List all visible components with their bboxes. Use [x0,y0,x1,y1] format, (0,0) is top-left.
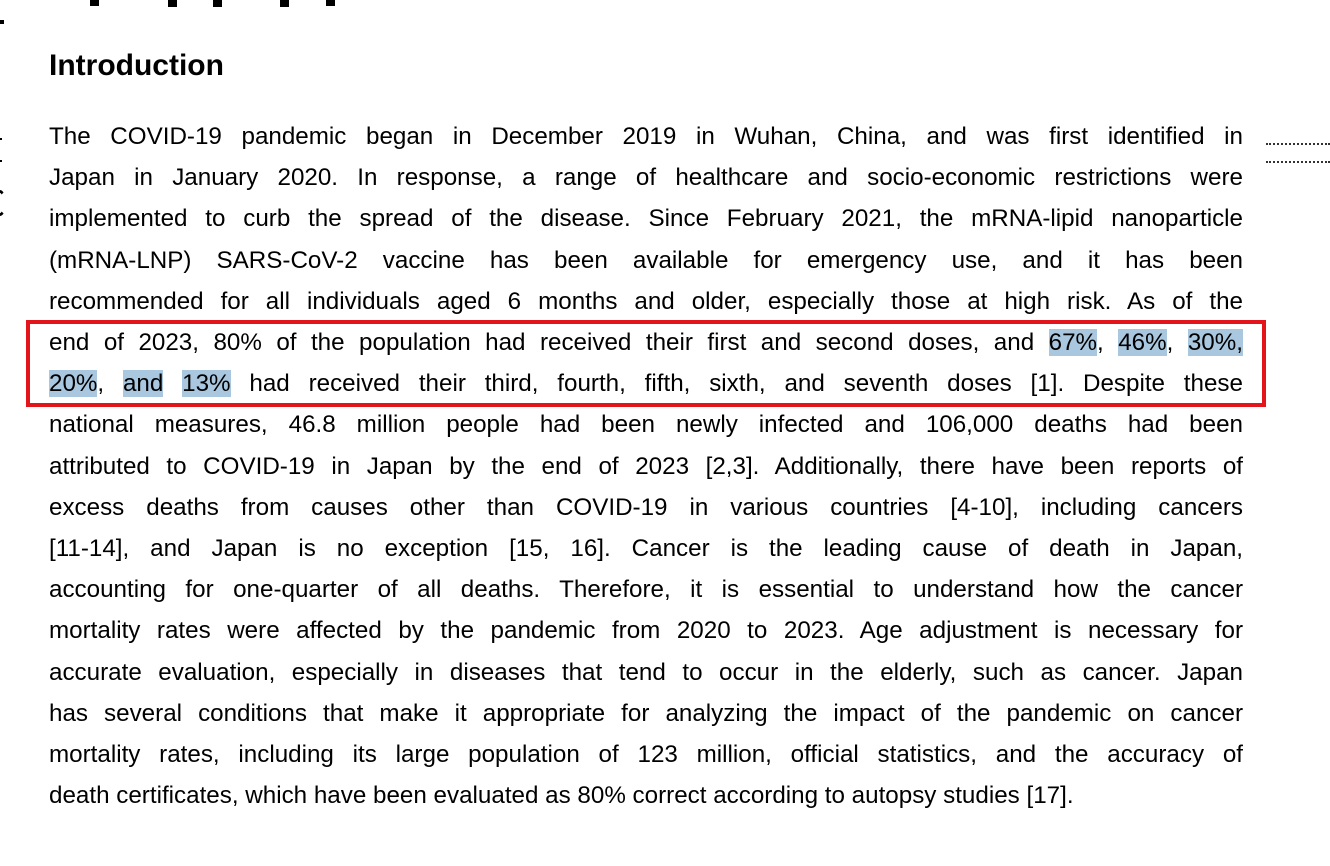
cropped-text-fragment [168,0,177,7]
cropped-text-fragment [280,0,289,7]
paragraph-line-highlighted [49,363,1243,404]
highlighted-text[interactable]: 67% [1048,329,1098,357]
paragraph-line: implemented to curb the spread of the disease. Since February 2021, the mRNA-lipid nanoparticle [49,205,1243,233]
line-text: , [1097,329,1119,357]
paragraph-line: has several conditions that make it appropriate for analyzing the impact of the pandemic on cancer [49,699,1243,727]
line-text: , [97,370,123,398]
highlighted-text[interactable]: 20% [49,370,98,398]
line-text [163,370,182,397]
cropped-text-fragment [0,138,2,140]
paragraph-line: mortality rates, including its large population of 123 million, official statistics, and the accuracy of [49,741,1243,769]
paragraph-line-highlighted [49,322,1243,363]
paragraph-line: Japan in January 2020. In response, a range of healthcare and socio-economic restrictions were [49,164,1243,192]
cropped-text-fragment [0,160,2,162]
section-heading: Introduction [49,49,224,82]
dotted-leader [1266,161,1330,163]
line-text: end of 2023, 80% of the population had received their first and second doses, and [49,329,1049,357]
line-text: had received their third, fourth, fifth, sixth, and seventh doses [1]. Despite these [230,370,1243,398]
dotted-leader [1266,143,1330,145]
paragraph-line: mortality rates were affected by the pandemic from 2020 to 2023. Age adjustment is necessary for [49,617,1243,645]
introduction-paragraph [49,116,1243,816]
paragraph-line: death certificates, which have been evaluated as 80% correct according to autopsy studies [17]. [49,782,1074,810]
paragraph-line: The COVID-19 pandemic began in December 2019 in Wuhan, China, and was first identified in [49,123,1243,150]
paragraph-line: (mRNA-LNP) SARS-CoV-2 vaccine has been available for emergency use, and it has been [49,246,1243,274]
paragraph-line: national measures, 46.8 million people had been newly infected and 106,000 deaths had been [49,411,1243,439]
highlighted-text[interactable]: 46% [1118,329,1167,357]
cropped-text-fragment [0,20,4,24]
paragraph-line: accurate evaluation, especially in diseases that tend to occur in the elderly, such as cancer. Japan [49,658,1243,686]
highlighted-text[interactable]: and [122,370,164,398]
cropped-text-fragment [326,0,335,6]
highlighted-text[interactable]: 13% [182,370,231,398]
paragraph-line: [11-14], and Japan is no exception [15, 16]. Cancer is the leading cause of death in Japan, [49,535,1243,563]
highlighted-text[interactable]: 30%, [1187,329,1243,357]
paragraph-line: recommended for all individuals aged 6 months and older, especially those at high risk. As of the [49,287,1243,315]
paragraph-line: attributed to COVID-19 in Japan by the end of 2023 [2,3]. Additionally, there have been reports of [49,452,1243,480]
cropped-text-fragment [0,190,6,216]
line-text: , [1166,329,1188,357]
paragraph-line: excess deaths from causes other than COVID-19 in various countries [4-10], including cancers [49,493,1243,521]
cropped-text-fragment [90,0,99,6]
cropped-text-fragment [213,0,222,7]
paragraph-line: accounting for one-quarter of all deaths. Therefore, it is essential to understand how the cancer [49,576,1243,604]
